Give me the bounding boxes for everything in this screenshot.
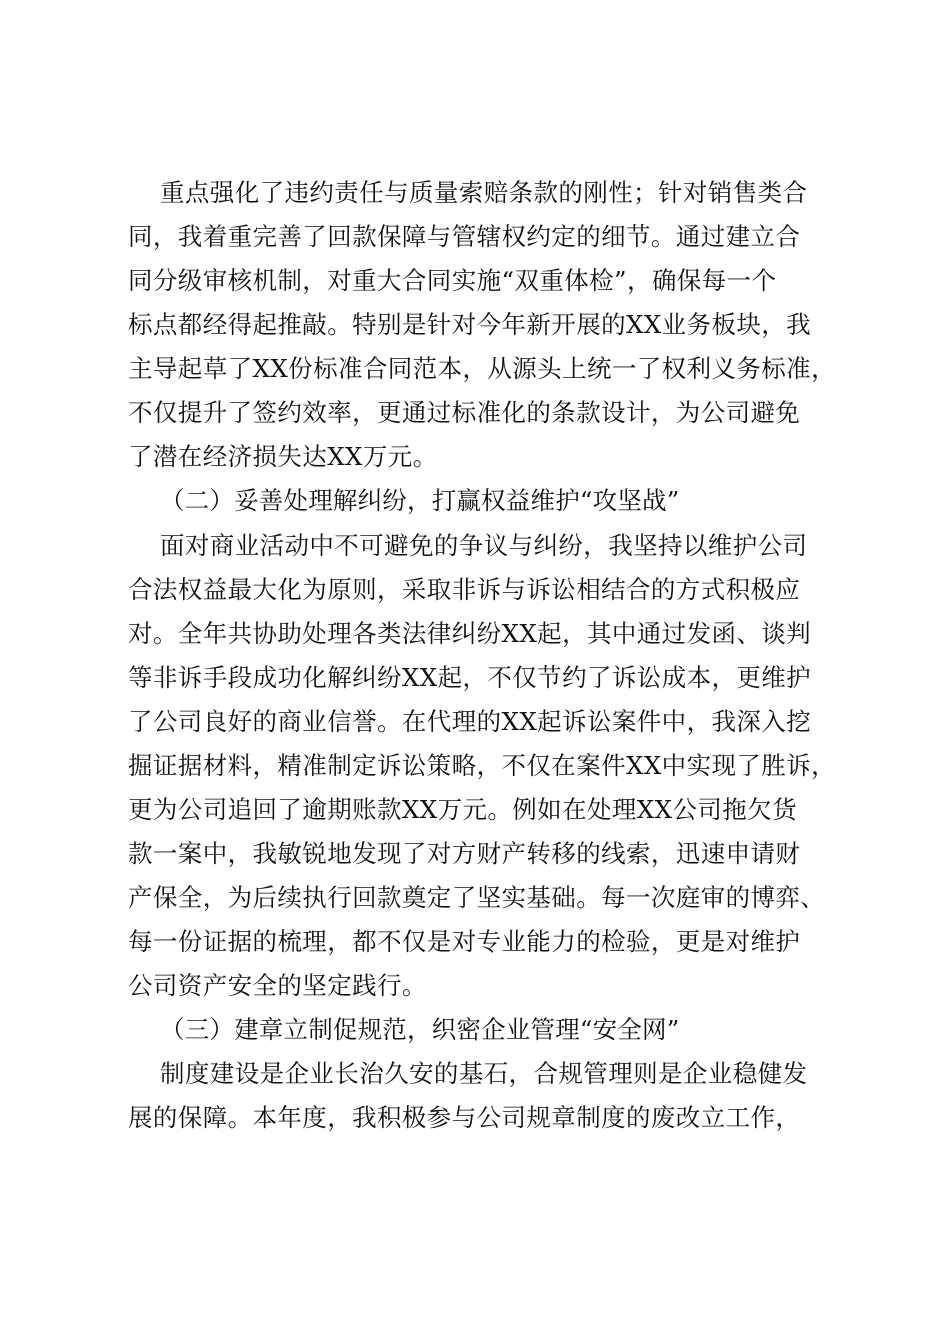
text-line-17: 产保全，为后续执行回款奠定了坚实基础。每一次庭审的博弈、 bbox=[128, 883, 826, 912]
text-line-14: 掘证据材料，精准制定诉讼策略，不仅在案件XX中实现了胜诉， bbox=[128, 751, 836, 780]
text-line-7: 了潜在经济损失达XX万元。 bbox=[128, 442, 438, 471]
text-line-18: 每一份证据的梳理，都不仅是对专业能力的检验，更是对维护 bbox=[128, 927, 801, 956]
text-line-5: 主导起草了XX份标准合同范本，从源头上统一了权利义务标准， bbox=[128, 354, 836, 383]
text-line-1: 重点强化了违约责任与质量索赔条款的刚性；针对销售类合 bbox=[160, 178, 808, 207]
text-line-21: 制度建设是企业长治久安的基石，合规管理则是企业稳健发 bbox=[160, 1059, 808, 1088]
section-heading-2: （二）妥善处理解纠纷，打赢权益维护“攻坚战” bbox=[160, 486, 680, 515]
text-line-22: 展的保障。本年度，我积极参与公司规章制度的废改立工作， bbox=[128, 1103, 801, 1132]
text-line-13: 了公司良好的商业信誉。在代理的XX起诉讼案件中，我深入挖 bbox=[128, 707, 812, 736]
text-line-16: 款一案中，我敏锐地发现了对方财产转移的线索，迅速申请财 bbox=[128, 839, 801, 868]
text-line-11: 对。全年共协助处理各类法律纠纷XX起，其中通过发函、谈判 bbox=[128, 619, 812, 648]
text-line-15: 更为公司追回了逾期账款XX万元。例如在处理XX公司拖欠货 bbox=[128, 795, 797, 824]
text-line-6: 不仅提升了签约效率，更通过标准化的条款设计，为公司避免 bbox=[128, 398, 801, 427]
text-line-2: 同，我着重完善了回款保障与管辖权约定的细节。通过建立合 bbox=[128, 222, 801, 251]
section-heading-3: （三）建章立制促规范，织密企业管理“安全网” bbox=[160, 1015, 680, 1044]
text-line-3: 同分级审核机制，对重大合同实施“双重体检”，确保每一个 bbox=[128, 266, 777, 295]
text-line-19: 公司资产安全的坚定践行。 bbox=[128, 971, 427, 1000]
text-line-12: 等非诉手段成功化解纠纷XX起，不仅节约了诉讼成本，更维护 bbox=[128, 663, 812, 692]
text-line-4: 标点都经得起推敲。特别是针对今年新开展的XX业务板块，我 bbox=[128, 310, 812, 339]
text-line-9: 面对商业活动中不可避免的争议与纠纷，我坚持以维护公司 bbox=[160, 531, 808, 560]
text-line-10: 合法权益最大化为原则，采取非诉与诉讼相结合的方式积极应 bbox=[128, 575, 801, 604]
